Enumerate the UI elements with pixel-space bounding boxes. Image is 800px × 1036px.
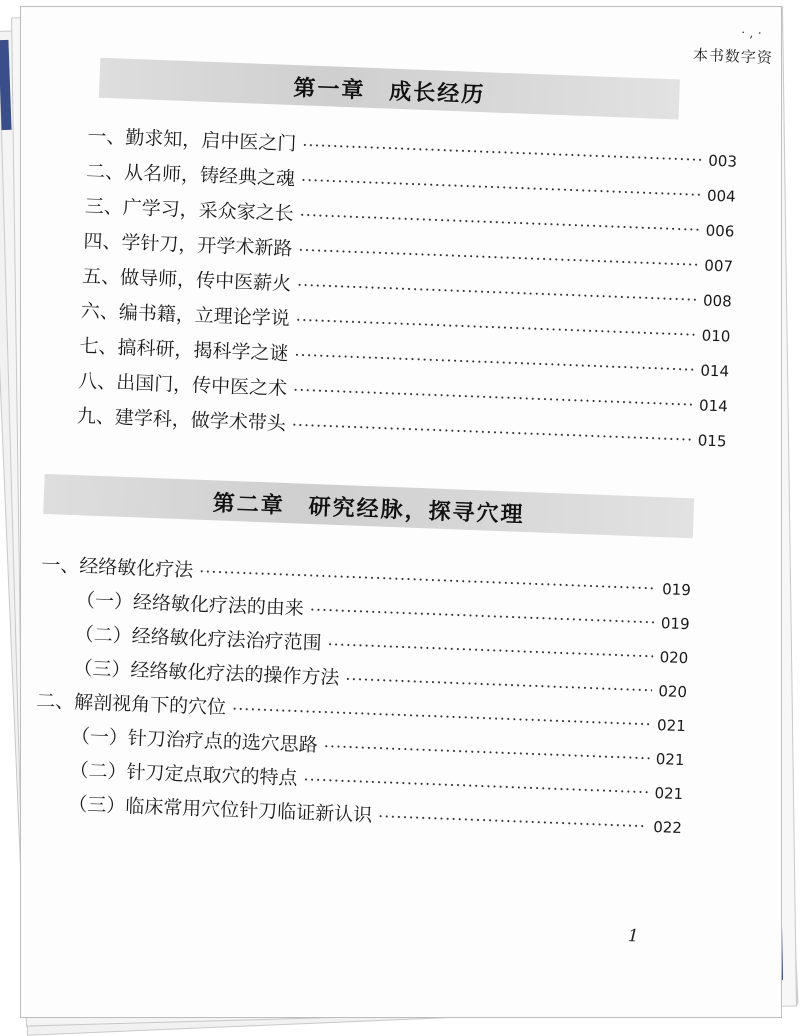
toc-entry-label: 二、解剖视角下的穴位 — [35, 689, 227, 719]
toc-entry-label: 三、广学习，采众家之长 — [84, 195, 295, 226]
toc-entry-label: 七、搞科研，揭科学之谜 — [79, 335, 289, 365]
chapter-2-title: 第二章 研究经脉，探寻穴理 — [212, 490, 526, 528]
leader-dots — [302, 135, 703, 169]
chapter-2-banner — [43, 474, 694, 538]
toc-entry-page: 021 — [656, 716, 687, 736]
leader-dots — [327, 635, 654, 666]
leader-dots — [298, 240, 699, 274]
leader-dots — [293, 380, 694, 414]
leader-dots — [301, 170, 702, 204]
toc-entry-page: 004 — [706, 186, 736, 206]
toc-entry-label: （一）经络敏化疗法的由来 — [75, 589, 305, 620]
page-number: 1 — [627, 926, 639, 947]
toc-entry-label: （三）经络敏化疗法的操作方法 — [73, 657, 340, 690]
toc-entry-page: 007 — [704, 256, 734, 276]
toc-entry-label: 一、勤求知，启中医之门 — [87, 125, 297, 156]
toc-entry-page: 014 — [700, 361, 730, 381]
toc-entry-page: 022 — [652, 818, 683, 838]
toc-entry-page: 020 — [659, 648, 689, 668]
toc-entry-page: 021 — [655, 750, 685, 770]
toc-page — [20, 6, 782, 1018]
leader-dots — [309, 600, 655, 632]
chapter-1-banner — [99, 58, 680, 120]
toc-entry-page: 008 — [702, 291, 733, 311]
chapter-1-title: 第一章 成长经历 — [292, 75, 486, 109]
leader-dots — [378, 807, 648, 836]
toc-entry-label: （二）经络敏化疗法治疗范围 — [74, 623, 322, 655]
leader-dots — [297, 275, 698, 309]
toc-entry-page: 015 — [697, 431, 727, 451]
toc-entry-label: 五、做导师，传中医薪火 — [81, 265, 292, 296]
leader-dots — [323, 737, 650, 768]
leader-dots — [294, 345, 695, 379]
toc-entry-label: （二）针刀定点取穴的特点 — [69, 759, 298, 790]
toc-entry-label: 六、编书籍，立理论学说 — [80, 300, 291, 331]
running-head: 本书数字资 — [692, 45, 774, 67]
toc-entry-page: 019 — [660, 614, 690, 634]
toc-entry-page: 010 — [701, 326, 731, 346]
toc-entry-page: 006 — [705, 221, 735, 241]
toc-entry-page: 021 — [654, 784, 684, 804]
leader-dots — [291, 415, 692, 449]
toc-entry-page: 020 — [658, 682, 688, 702]
toc-entry-label: 八、出国门，传中医之术 — [77, 370, 288, 400]
running-head-fragment: · , · — [740, 25, 763, 42]
toc-entry-label: （三）临床常用穴位针刀临证新认识 — [67, 793, 373, 827]
toc-entry-label: 九、建学科，做学术带头 — [76, 405, 287, 435]
leader-dots — [345, 669, 653, 700]
toc-entry-page: 003 — [707, 151, 738, 171]
toc-entry-page: 014 — [698, 396, 729, 416]
toc-content — [20, 6, 782, 1018]
toc-entry-label: （一）针刀治疗点的选穴思路 — [70, 725, 319, 757]
toc-entry-label: 二、从名师，铸经典之魂 — [85, 160, 296, 191]
leader-dots — [299, 205, 700, 239]
leader-dots — [303, 770, 649, 802]
toc-entry-label: 一、经络敏化疗法 — [40, 553, 194, 582]
leader-dots — [295, 310, 696, 344]
toc-entry-label: 四、学针刀，开学术新路 — [83, 230, 293, 261]
toc-entry-page: 019 — [661, 580, 692, 600]
